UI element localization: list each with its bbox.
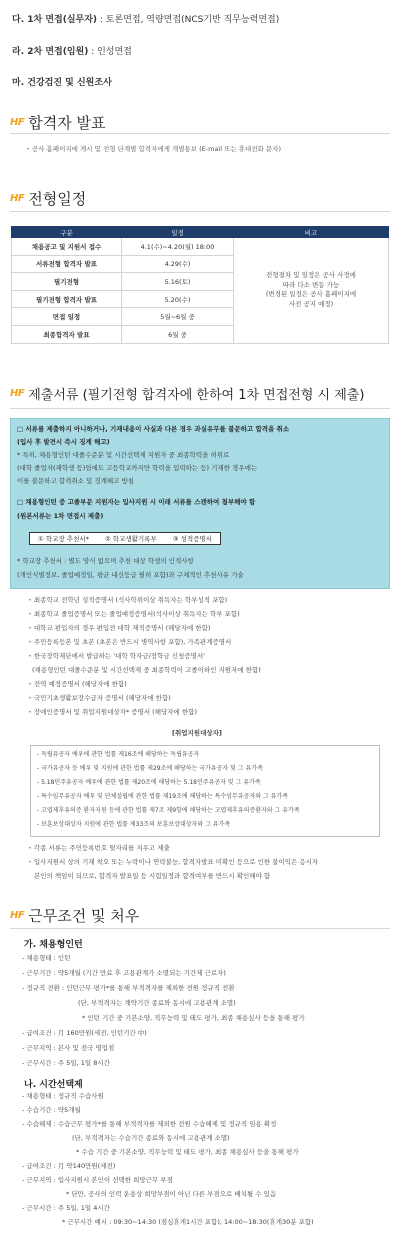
list-item: - 국가유공자 등 예우 및 지원에 관한 법률 제29조에 해당하는 국가유공자 및 그 유가족 xyxy=(37,765,263,772)
table-row xyxy=(12,238,389,256)
list-item: - 근무지역 : 본사 및 전국 영업점 xyxy=(22,1044,115,1052)
table-header-row xyxy=(12,227,389,238)
parttime-title: 나. 시간선택제 xyxy=(24,1080,83,1090)
list-item: • 장애인증명서 및 취업지원대상자* 증명서 (해당자에 한함) xyxy=(28,708,197,716)
schedule-label: 면접 일정 xyxy=(12,308,122,326)
list-item: - 정규직 전환 : 인턴근무 평가*를 통해 부적격자를 제외한 전원 정규직 전환 xyxy=(22,984,235,992)
schedule-note: 전형절차 및 일정은 공사 사정에 따라 다소 변동 가능 (변경된 일정은 공사 홈페이지에 사전 공지 예정) xyxy=(234,238,389,344)
schedule-label: 채용공고 및 지원서 접수 xyxy=(12,238,122,256)
hf-logo-icon: HF xyxy=(10,193,25,204)
step-2-interview: 라. 2차 면접(임원) : 인성면접 xyxy=(12,47,132,57)
list-item: • 주민등록등본 및 초본 (초본은 반드시 병역사항 포함), 가족관계증명서 xyxy=(28,638,232,646)
hf-logo-icon: HF xyxy=(10,388,25,399)
list-item: - 근무지역 : 입사지원시 본인이 선택한 희망근무 부점 xyxy=(22,1176,173,1184)
notice-box xyxy=(10,418,390,589)
notice-line: (개인식별정보, 졸업예정일, 평균 내신등급 필히 포함)과 구체적인 추천사유 기술 xyxy=(17,571,244,579)
table-header-cell: 구분 xyxy=(12,227,122,238)
announce-item: • 공사 홈페이지에 게시 및 전형 단계별 합격자에게 개별통보 (E-mail 또는 휴대전화 문자) xyxy=(26,145,282,153)
schedule-label: 최종합격자 발표 xyxy=(12,325,122,343)
schedule-date: 5월~6월 중 xyxy=(122,308,234,326)
list-item: - 급여조건 : 月 160만원(세전, 인턴기간 中) xyxy=(22,1029,147,1037)
notice-line: □ 채용형인턴 중 고졸부문 지원자는 입사지원 시 이래 서류를 스캔하여 첨부해야 함 xyxy=(17,498,256,506)
hf-logo-icon: HF xyxy=(10,910,25,921)
list-item: (채용형인턴 대졸수준분 및 시간선택제 중 최종학력이 고졸이하인 지원자에 한함) xyxy=(32,666,261,674)
step-1-interview: 다. 1차 면접(실무자) : 토론면접, 역량면접(NCS기반 직무능력면접) xyxy=(12,15,280,25)
list-item: - 특수임무유공자 예우 및 단체설립에 관한 법률 제19조에 해당하는 특수임무유공자와 그 유가족 xyxy=(37,793,289,800)
list-item: • 국민기초생활보장수급자 증명서 (해당자에 한함) xyxy=(28,694,171,702)
schedule-label: 서류전형 합격자 발표 xyxy=(12,255,122,273)
divider xyxy=(10,211,390,212)
schedule-label: 필기전형 xyxy=(12,273,122,291)
list-item: (단, 부적격자는 수습기간 종료와 동시에 고용관계 소멸) xyxy=(72,1134,230,1142)
list-item: • 최종학교 졸업증명서 또는 졸업예정증명서(석사이상 취득자는 학부 포함) xyxy=(28,610,240,618)
notice-line: * 학교장 추천서 : 별도 양식 없으며 추천 대상 학생의 인적사항 xyxy=(17,557,194,565)
schedule-label: 필기전형 합격자 발표 xyxy=(12,290,122,308)
required-docs-list xyxy=(29,532,221,545)
table-header-cell: 일정 xyxy=(122,227,234,238)
required-doc-item: ① 학교장 추천서* xyxy=(38,535,89,543)
divider xyxy=(10,928,390,929)
section-announce-header xyxy=(10,112,105,133)
list-item: • 각종 서류는 주민등록번호 뒷자리를 지우고 제출 xyxy=(28,844,170,852)
list-item: • 최종학교 전학년 성적증명서 (석사학위이상 취득자는 학부성적 포함) xyxy=(28,596,228,604)
notice-line: * 특히, 채용형인턴 대졸수준분 및 시간선택제 지원자 중 최종학력을 허위로 xyxy=(17,451,230,459)
list-item: * 수습 기간 중 기본소양, 직무능력 및 태도 평가, 최종 채용심사 등을 통해 평가 xyxy=(76,1148,299,1156)
intern-title: 가. 채용형인턴 xyxy=(24,940,83,950)
required-doc-item: ② 학교생활기록부 xyxy=(104,535,157,543)
list-item: • 전역 예정증명서 (해당자에 한함) xyxy=(28,680,127,688)
section-title: 제출서류 (필기전형 합격자에 한하여 1차 면접전형 시 제출) xyxy=(28,388,365,403)
schedule-date: 5.16(토) xyxy=(122,273,234,291)
required-doc-item: ③ 성적증명서 xyxy=(172,535,213,543)
list-item: - 근무시간 : 주 5일, 1일 8시간 xyxy=(22,1059,110,1067)
notice-line: (입사 후 발견시 즉시 징계 해고) xyxy=(17,438,110,446)
schedule-date: 4.1(수)~4.20(월) 18:00 xyxy=(122,238,234,256)
list-item: - 독립유공자 예우에 관한 법률 제16조에 해당하는 독립유공자 xyxy=(37,751,200,758)
notice-line: (대학 졸업자(재학생 등)임에도 고등학교까지만 학력을 입력하는 등) 기재한 경우에는 xyxy=(17,464,258,472)
list-item: • 한국장학재단에서 발급하는 '대학 학자금/장학금 신청증명서' xyxy=(28,652,205,660)
list-item: - 5.18민주유공자 예우에 관한 법률 제20조에 해당하는 5.18민주유공자 및 그 유가족 xyxy=(37,779,261,786)
schedule-date: 6월 중 xyxy=(122,325,234,343)
schedule-date: 4.29(수) xyxy=(122,255,234,273)
list-item: - 채용형태 : 인턴 xyxy=(22,954,71,962)
list-item: - 근무시간 : 주 5일, 1일 4시간 xyxy=(22,1204,110,1212)
list-item: - 고엽제후유의증 환자지원 등에 관한 법률 제7조 제9항에 해당하는 고엽제후유의증환자와 그 유가족 xyxy=(37,807,300,814)
section-title: 전형일정 xyxy=(28,190,87,208)
list-item: * 단만, 공사의 인력 운용상 희망부점이 아닌 다른 부점으로 배치될 수 있음 xyxy=(66,1190,277,1198)
section-title: 합격자 발표 xyxy=(28,114,106,132)
veterans-title: [취업지원대상자] xyxy=(172,729,222,737)
notice-line: 이를 불문하고 합격취소 및 징계해고 방침 xyxy=(17,477,135,485)
schedule-table xyxy=(11,226,389,344)
veterans-box xyxy=(30,745,380,837)
divider xyxy=(10,133,390,134)
table-header-cell: 비고 xyxy=(234,227,389,238)
list-item: - 급여조건 : 月 약140만원(세전) xyxy=(22,1162,116,1170)
section-conditions-header xyxy=(10,905,139,926)
list-item: * 인턴 기간 중 기본소양, 직무능력 및 태도 평가, 최종 채용심사 등을 통해 평가 xyxy=(82,1014,305,1022)
list-item: - 수습기간 : 약5개월 xyxy=(22,1106,81,1114)
schedule-date: 5.20(수) xyxy=(122,290,234,308)
list-item: - 채용형태 : 정규직 수습사원 xyxy=(22,1092,104,1100)
section-documents-header xyxy=(10,384,364,403)
list-item: - 수습해제 : 수습근무 평가*를 통해 부적격자를 제외한 전원 수습해제 및 정규직 임용 확정 xyxy=(22,1120,277,1128)
notice-line: (원본서류는 1차 면접시 제출) xyxy=(17,512,104,520)
notice-line: □ 서류를 제출하지 아니하거나, 기재내용이 사실과 다른 경우 과실유무를 불문하고 합격을 취소 xyxy=(17,425,290,433)
list-item: * 근무시간 예시 : 09:30~14:30 (점심휴게1시간 포함), 14:00~18:30(휴게30분 포함) xyxy=(62,1218,314,1226)
list-item: 본인의 책임이 되므로, 합격자 발표일 등 시험일정과 합격여부를 반드시 확인해야 함 xyxy=(34,872,271,880)
list-item: - 근무기간 : 약5개월 (기간 만료 후 고용관계가 소멸되는 기간제 근로자) xyxy=(22,969,226,977)
divider xyxy=(10,408,390,409)
list-item: (단, 부적격자는 계약기간 종료와 동시에 고용관계 소멸) xyxy=(78,999,236,1007)
step-health-check: 마. 건강검진 및 신원조사 xyxy=(12,78,112,88)
list-item: - 보훈보상대상자 지원에 관한 법률 제33조의 보훈보상대상자와 그 유가족 xyxy=(37,821,231,828)
hf-logo-icon: HF xyxy=(10,117,25,128)
section-schedule-header xyxy=(10,188,86,209)
list-item: • 대학교 편입자의 경우 편입전 대학 재적증명서 (해당자에 한함) xyxy=(28,624,211,632)
bullet-icon: • xyxy=(26,145,32,153)
section-title: 근무조건 및 처우 xyxy=(28,907,140,925)
list-item: • 입사지원서 상의 기재 착오 또는 누락이나 연락불능, 합격자발표 미확인 등으로 인한 불이익은 응시자 xyxy=(28,858,319,866)
